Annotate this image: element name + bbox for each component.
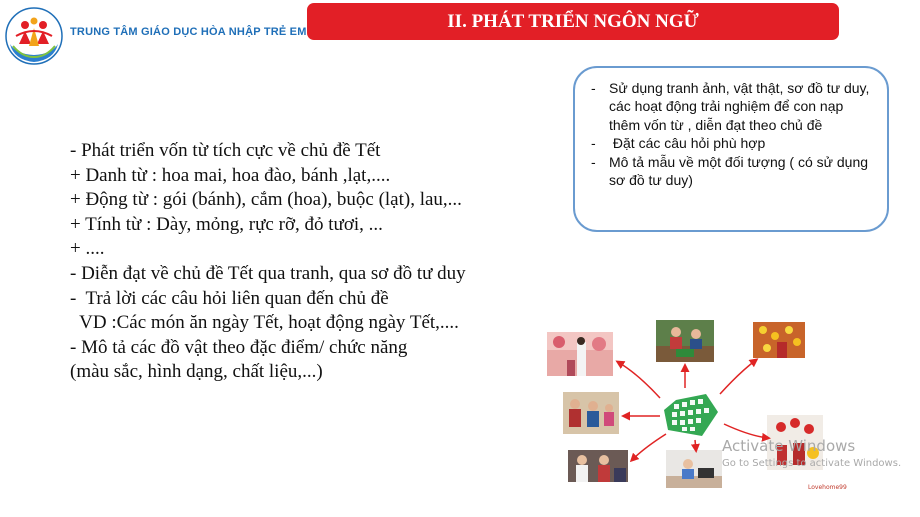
content-line: - Diễn đạt về chủ đề Tết qua tranh, qua sơ đồ tư duy [70,262,466,284]
slide-title: II. PHÁT TRIỂN NGÔN NGỮ [447,10,699,32]
main-content [70,139,560,385]
method-notes-box [573,66,889,232]
content-line: (màu sắc, hình dạng, chất liệu,...) [70,361,323,383]
image-credit: Lovehome99 [808,484,847,491]
organization-name: TRUNG TÂM GIÁO DỤC HÒA NHẬP TRẺ EM [70,26,307,38]
content-line: VD :Các món ăn ngày Tết, hoạt động ngày Tết,.... [70,312,459,334]
content-line: + .... [70,238,105,260]
note-item: - Sử dụng tranh ảnh, vật thật, sơ đồ tư duy, các hoạt động trải nghiệm để con nạp thêm vốn từ , diễn đạt theo chủ đề [589,79,873,134]
mindmap-arrows [540,312,860,507]
watermark-subtitle: Go to Settings to activate Windows. [722,458,902,469]
watermark-title: Activate Windows [722,437,856,455]
content-line: - Phát triển vốn từ tích cực về chủ đề Tết [70,140,381,161]
content-line: - Mô tả các đồ vật theo đặc điểm/ chức năng [70,336,408,358]
tet-mindmap-illustration [540,312,860,507]
content-line: - Trả lời các câu hỏi liên quan đến chủ đề [70,287,389,309]
content-line: + Tính từ : Dày, mỏng, rực rỡ, đỏ tươi, ... [70,213,383,235]
note-item: - Đặt các câu hỏi phù hợp [589,134,873,152]
note-item: - Mô tả mẫu về một đối tượng ( có sử dụng sơ đồ tư duy) [589,153,873,190]
content-line: + Danh từ : hoa mai, hoa đào, bánh ,lạt,.... [70,164,391,186]
content-line: + Động từ : gói (bánh), cắm (hoa), buộc (lạt), lau,... [70,189,462,211]
organization-logo-icon [4,6,64,66]
slide-title-banner [307,3,839,40]
